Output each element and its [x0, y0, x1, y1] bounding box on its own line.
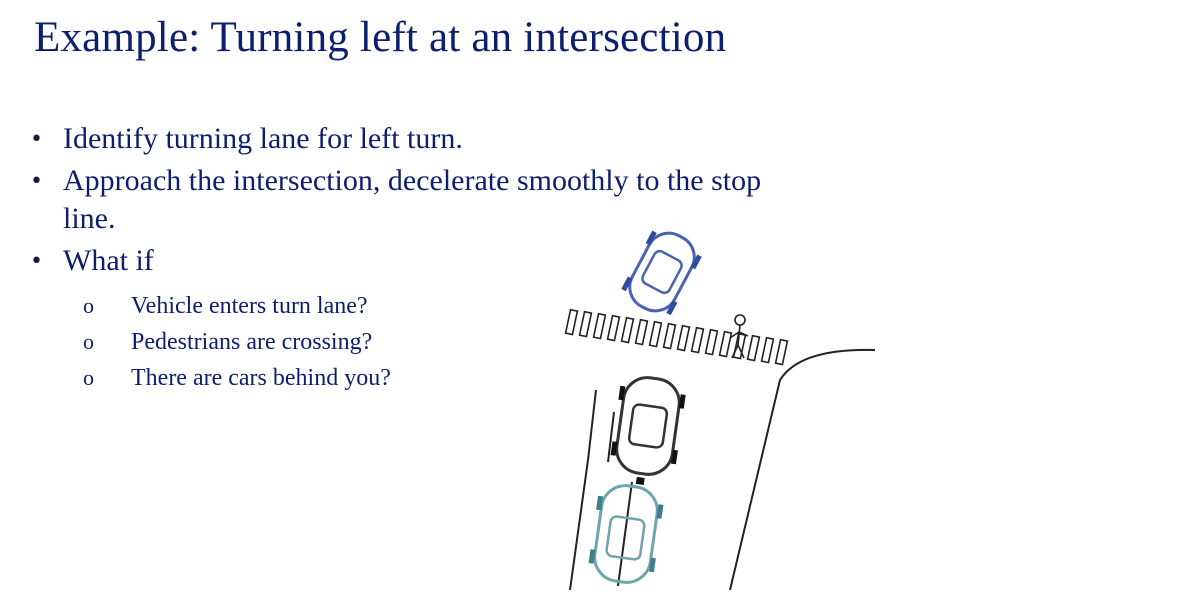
sub-bullet-text: Vehicle enters turn lane? [131, 293, 368, 319]
sub-bullet-text: There are cars behind you? [131, 365, 391, 391]
bullet-text: Approach the intersection, decelerate smoothly to the stop line. [63, 164, 762, 235]
road-lines [570, 350, 875, 590]
bullet-text: What if [63, 244, 154, 277]
bullet-marker: • [30, 249, 43, 274]
bullet-marker: • [30, 127, 43, 152]
crosswalk-icon [566, 310, 788, 365]
slide-title: Example: Turning left at an intersection [34, 14, 727, 61]
sub-bullet-text: Pedestrians are crossing? [131, 329, 373, 355]
bullet-item [30, 162, 803, 238]
sub-bullet-marker: o [83, 365, 94, 390]
bullet-item [30, 120, 800, 158]
sub-bullet-marker: o [83, 293, 94, 318]
car-gray-icon [607, 374, 687, 489]
bullet-text: Identify turning lane for left turn. [63, 122, 463, 155]
bullet-marker: • [30, 169, 43, 194]
intersection-illustration [540, 230, 890, 592]
car-blue-icon [618, 230, 705, 320]
sub-bullet-marker: o [83, 329, 94, 354]
